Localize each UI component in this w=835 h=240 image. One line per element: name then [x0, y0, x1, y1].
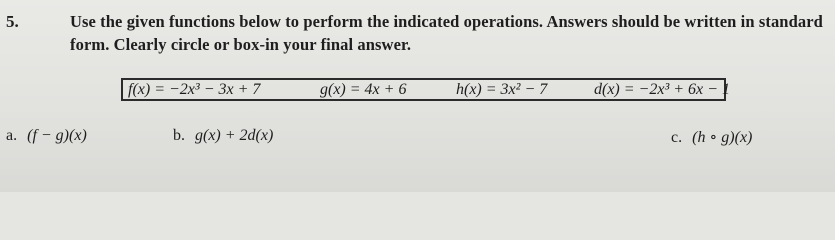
part-b-expression: g(x) + 2d(x) — [195, 127, 274, 144]
part-b — [173, 127, 273, 145]
function-d: d(x) = −2x³ + 6x − 1 — [594, 81, 730, 98]
question-number: 5. — [6, 12, 19, 31]
part-c-expression: (h ∘ g)(x) — [692, 129, 753, 146]
part-b-label: b. — [173, 127, 185, 144]
part-a — [6, 127, 87, 145]
part-a-expression: (f − g)(x) — [27, 127, 87, 144]
functions-box — [121, 78, 730, 101]
part-a-label: a. — [6, 127, 18, 144]
part-c-label: c. — [671, 129, 683, 146]
function-f: f(x) = −2x³ − 3x + 7 — [128, 81, 261, 98]
question-instructions: Use the given functions below to perform the indicated operations. Answers should be written in standard form. Clearly circle or box-in your final answer. — [70, 12, 823, 54]
function-g: g(x) = 4x + 6 — [320, 81, 407, 98]
part-c — [671, 127, 752, 147]
function-h: h(x) = 3x² − 7 — [456, 81, 548, 98]
